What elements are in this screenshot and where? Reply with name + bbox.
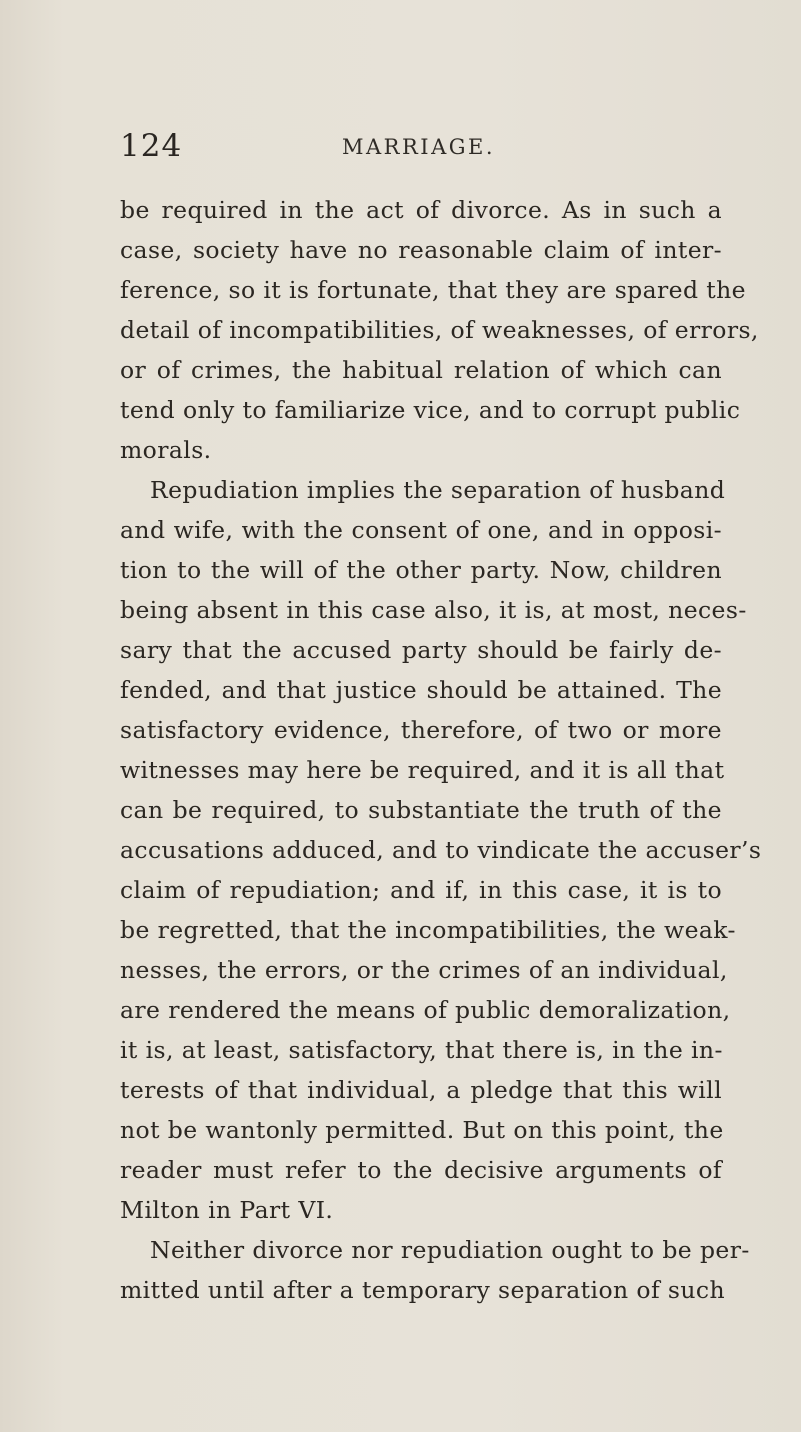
text-line: claim of repudiation; and if, in this case, it is to xyxy=(120,876,722,904)
text-line: be regretted, that the incompatibilities, the weak- xyxy=(120,916,736,944)
text-line: ference, so it is fortunate, that they are spared the xyxy=(120,276,746,304)
text-line: morals. xyxy=(120,436,212,464)
text-line: or of crimes, the habitual relation of which can xyxy=(120,356,722,384)
text-line: can be required, to substantiate the truth of the xyxy=(120,796,722,824)
text-line: sary that the accused party should be fairly de- xyxy=(120,636,722,664)
text-line: are rendered the means of public demoralization, xyxy=(120,996,731,1024)
text-line: and wife, with the consent of one, and in opposi- xyxy=(120,516,722,544)
text-line: witnesses may here be required, and it is all that xyxy=(120,756,725,784)
page-header xyxy=(120,128,720,168)
text-line: reader must refer to the decisive arguments of xyxy=(120,1156,722,1184)
text-line: Repudiation implies the separation of husband xyxy=(150,476,726,504)
text-line: mitted until after a temporary separation of such xyxy=(120,1276,725,1304)
text-line: Milton in Part VI. xyxy=(120,1196,334,1224)
text-line: being absent in this case also, it is, at most, neces- xyxy=(120,596,747,624)
text-line: accusations adduced, and to vindicate the accuser’s xyxy=(120,836,762,864)
text-line: not be wantonly permitted. But on this point, the xyxy=(120,1116,724,1144)
text-line: fended, and that justice should be attained. The xyxy=(120,676,722,704)
text-line: tion to the will of the other party. Now, children xyxy=(120,556,722,584)
text-line: nesses, the errors, or the crimes of an individual, xyxy=(120,956,728,984)
text-line: be required in the act of divorce. As in such a xyxy=(120,196,722,224)
text-line: satisfactory evidence, therefore, of two or more xyxy=(120,716,722,744)
text-line: tend only to familiarize vice, and to corrupt public xyxy=(120,396,741,424)
text-line: case, society have no reasonable claim of inter- xyxy=(120,236,722,264)
running-head: MARRIAGE. xyxy=(342,135,496,159)
text-line: it is, at least, satisfactory, that there is, in the in- xyxy=(120,1036,723,1064)
page-number: 124 xyxy=(120,128,183,164)
text-line: detail of incompatibilities, of weaknesses, of errors, xyxy=(120,316,759,344)
text-line: terests of that individual, a pledge that this will xyxy=(120,1076,722,1104)
text-line: Neither divorce nor repudiation ought to be per- xyxy=(150,1236,750,1264)
